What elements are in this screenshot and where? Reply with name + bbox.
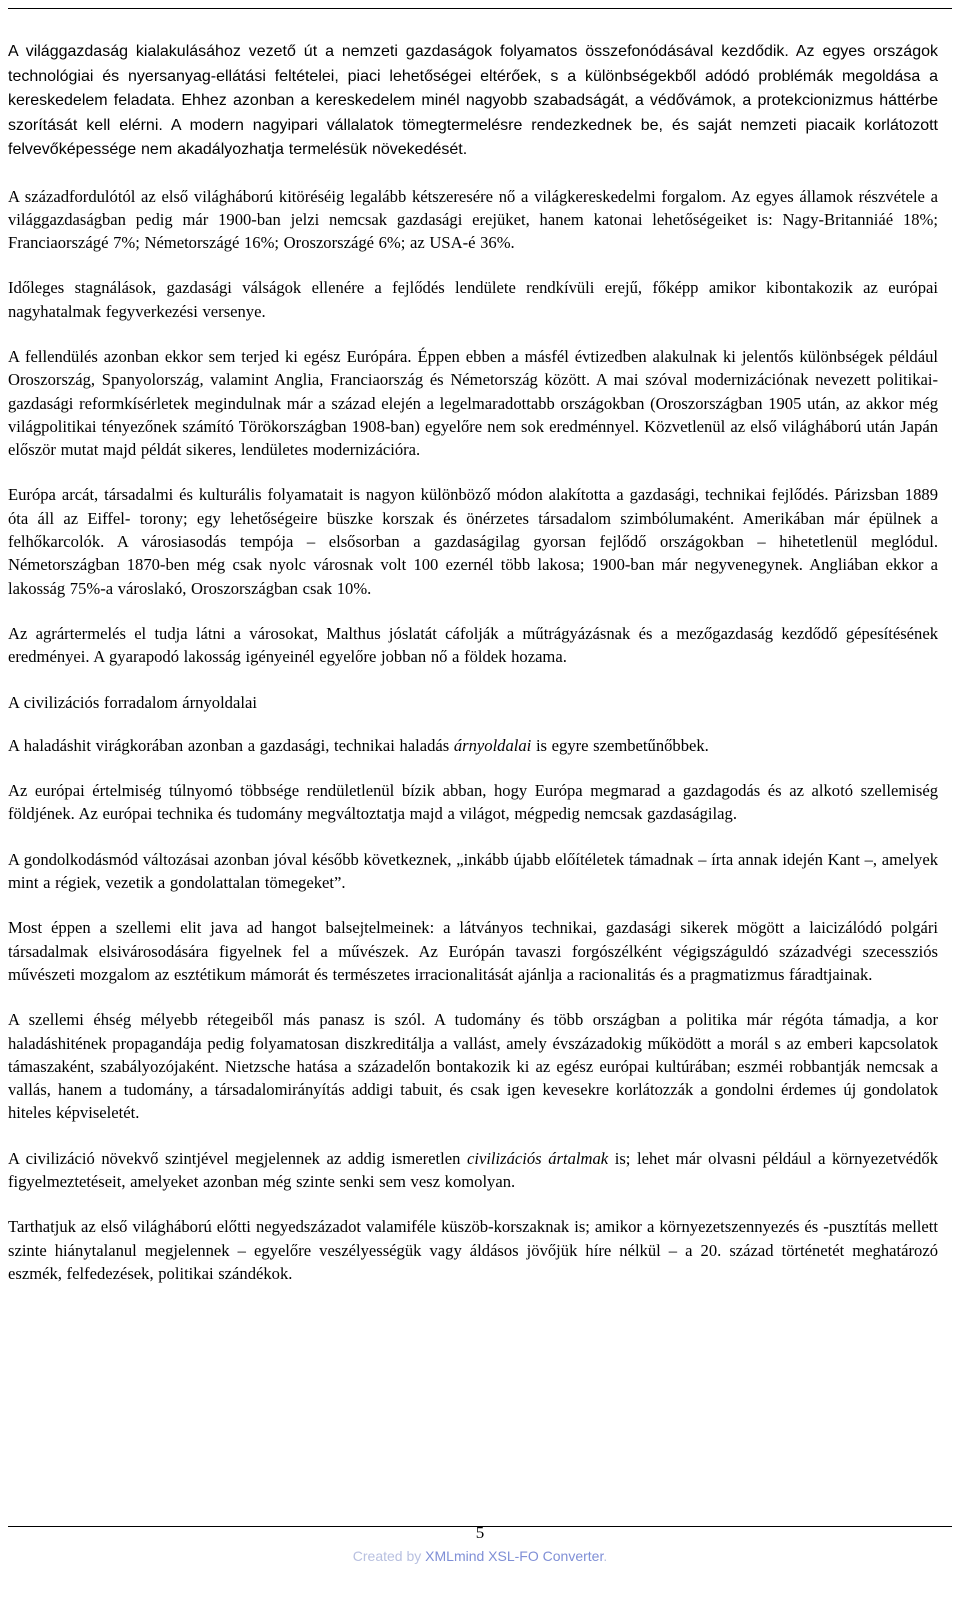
- paragraph-12-text-b: is; lehet már olvasni például a környezetvédők figyelmeztetéseit, amelyeket azonban még szinte senki sem vesz komolyan.: [8, 1148, 938, 1191]
- paragraph-2: A századfordulótól az első világháború kitöréséig legalább kétszeresére nő a világkereskedelmi forgalom. Az egyes államok részvétele a világgazdaságban pedig már 1900-ban jelzi nemcsak gazdasági erejüket, hanem katonai lehetőségeiket is: Nagy-Britanniáé 18%; Franciaországé 7%; Németországé 16%; Oroszországé 6%; az USA-é 36%.: [8, 186, 938, 253]
- paragraph-6: Az agrártermelés el tudja látni a városokat, Malthus jóslatát cáfolják a műtrágyázásnak és a mezőgazdaság kezdődő gépesítésének eredményei. A gyarapodó lakosság igényeinél egyelőre jobban nő a földek hozama.: [8, 623, 938, 667]
- paragraph-5: Európa arcát, társadalmi és kulturális folyamatait is nagyon különböző módon alakította a gazdasági, technikai fejlődés. Párizsban 1889 óta áll az Eiffel- torony; egy lehetőségeire büszke korszak és önérzetes társadalom szimbólumaként. Amerikában már épülnek a felhőkarcolók. A városiasodás tempója – elsősorban a gazdaságilag gyorsan fejlődő országokban – hihetetlenül meglódul. Németországban 1870-ben még csak nyolc városnak volt 100 ezernél több lakosa; 1900-ban már negyvenegynek. Angliában ekkor a lakosság 75%-a városlakó, Oroszországban csak 10%.: [8, 485, 938, 598]
- footer-brand-link[interactable]: XMLmind XSL-FO Converter: [425, 1548, 604, 1564]
- paragraph-7-text-a: A haladáshit virágkorában azonban a gazdasági, technikai haladás: [8, 735, 454, 755]
- paragraph-12-text-a: A civilizáció növekvő szintjével megjelennek az addig ismeretlen: [8, 1148, 467, 1168]
- footer-text-b: .: [603, 1548, 608, 1564]
- footer-watermark: [0, 1548, 960, 1564]
- paragraph-3: Időleges stagnálások, gazdasági válságok ellenére a fejlődés lendülete rendkívüli erejű, főképp amikor kibontakozik az európai nagyhatalmak fegyverkezési versenye.: [8, 278, 938, 321]
- section-heading: A civilizációs forradalom árnyoldalai: [8, 692, 257, 712]
- paragraph-1: A világgazdaság kialakulásához vezető út a nemzeti gazdaságok folyamatos összefonódásával kezdődik. Az egyes országok technológiai és nyersanyag-ellátási feltételei, piaci lehetőségei eltérőek, s a különbségekből adódó problémák megoldása a kereskedelem feladata. Ehhez azonban a kereskedelem minél nagyobb szabadságát, a védővámok, a protekcionizmus háttérbe szorítását kell elérni. A modern nagyipari vállalatok tömegtermelésre rendezkednek be, és saját nemzeti piacaik korlátozott felvevőképessége nem akadályozhatja termelésük növekedését.: [8, 43, 938, 158]
- page-number: 5: [475, 1523, 485, 1542]
- paragraph-13: Tarthatjuk az első világháború előtti negyedszázadot valamiféle küszöb-korszaknak is; amikor a környezetszennyezés és -pusztítás mellett szinte hiánytalanul megjelennek – egyelőre veszélyességük vagy áldásos jövőjük híre nélkül – a 20. század történetét meghatározó eszmék, felfedezések, politikai szándékok.: [8, 1217, 938, 1283]
- paragraph-12-emphasis: civilizációs ártalmak: [466, 1148, 609, 1168]
- paragraph-7-emphasis: árnyoldalai: [453, 735, 532, 755]
- paragraph-7: [8, 734, 938, 757]
- top-rule: [8, 8, 952, 9]
- paragraph-12: [8, 1147, 938, 1194]
- paragraph-11: A szellemi éhség mélyebb rétegeiből más panasz is szól. A tudomány és több országban a politika már régóta támadja, a kor haladáshitének propagandája pedig folyamatosan diszkreditálja a vallást, amely évszázadokig működött a morál s az emberi kapcsolatok támaszaként, szabályozójaként. Nietzsche hatása a századelőn bontakozik ki az egész európai kultúrában; eszméi robbantják nemcsak a vallás, hanem a tudomány, a társadalomirányítás addigi tabuit, és csak igen kevesekre korlátozzák a gondolni érdemes új gondolatok hiteles képviseletét.: [8, 1010, 938, 1123]
- paragraph-7-text-b: is egyre szembetűnőbbek.: [531, 735, 709, 755]
- paragraph-8: Az európai értelmiség túlnyomó többsége rendületlenül bízik abban, hogy Európa megmarad a gazdagodás és az alkotó szellemiség földjének. Az európai technika és tudomány megváltoztatja majd a világot, mégpedig nemcsak gazdaságilag.: [8, 781, 938, 824]
- document-body: [8, 40, 938, 1285]
- footer-text-a: Created by: [352, 1548, 426, 1564]
- paragraph-10: Most éppen a szellemi elit java ad hangot balsejtelmeinek: a látványos technikai, gazdasági sikerek mögött a laicizálódó polgári társadalmak elsivárosodására figyelnek fel a művészek. Az Európán tavaszi forgószélként végigszáguldó századvégi szecessziós művészeti mozgalom az esztétikum mámorát és természetes irracionalitását ajánlja a racionalitás és a pragmatizmus fáradtjainak.: [8, 918, 938, 984]
- paragraph-9: A gondolkodásmód változásai azonban jóval később következnek, „inkább újabb előítéletek támadnak – írta annak idején Kant –, amelyek mint a régiek, vezetik a gondolattalan tömegeket”.: [8, 849, 938, 893]
- paragraph-4: A fellendülés azonban ekkor sem terjed ki egész Európára. Éppen ebben a másfél évtizedben alakulnak ki jelentős különbségek például Oroszország, Spanyolország, valamint Anglia, Franciaország és Németország között. A mai szóval modernizációnak nevezett politikai-gazdasági reformkísérletek megindulnak már a század elején a legelmaradottabb országokban (Oroszországban 1905 után, az akkor még világpolitikai tényezőnek számító Törökországban 1908-ban) egyelőre nem sok eredménnyel. Közvetlenül az első világháború után Japán először mutat majd példát sikeres, lendületes modernizációra.: [8, 346, 938, 460]
